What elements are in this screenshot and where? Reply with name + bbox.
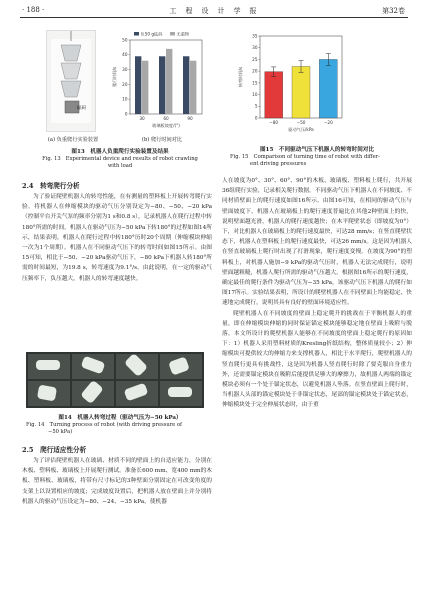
fig14-frame (72, 354, 114, 379)
volume-number: 第32卷 (382, 7, 405, 15)
y-tick-label: 40 (122, 52, 128, 58)
robot-load-illustration (47, 31, 95, 131)
x-tick-label: 90 (187, 116, 193, 121)
section-2-4-paragraph: 为了验证爬壁机器人的转弯性能，在有测量的塑料板上开展转弯爬行实验。将机器人在伸缩模块的驱动气压分别设定为−80、−50、−20 kPa（控制平台开关气泵的频率分别为1 s和0.8 s），记录机器人在爬行过程中转180°所需的时间。机器人在驱动气压为−50 kPa下转180°的过程如图14所示，结果表明，机器人在爬行过程中转180°历时20个周期（伸缩模块伸缩一次为1个周期）。机器人在不同驱动气压下的转弯时间如图15所示。由图15可知，相比于−50、−20 kPa驱动气压下，−80 kPa下机器人转180°所需的时间最短，为19.8 s，转弯速度为9.1°/s。由此说明，在一定的驱动气压频率下，负压越大，机器人的转弯速度越快。 (22, 194, 212, 282)
bar (319, 59, 337, 118)
fig14-frame (116, 354, 158, 379)
fig15-caption-en-line1: Fig. 15 Comparison of turning time of robot with differ- (230, 154, 380, 160)
weight-label: 砝码 (77, 106, 86, 111)
right-column-body (222, 176, 412, 586)
fig13-caption-en-line2: with load (107, 162, 133, 169)
x-tick-label: 30 (139, 116, 145, 121)
y-tick-label: 15 (252, 80, 258, 86)
y-tick-label: 20 (122, 81, 128, 87)
fig14-frame (116, 381, 158, 406)
y-tick-label: 5 (254, 103, 258, 109)
y-tick-label: 10 (252, 91, 258, 97)
section-2-5-heading: 2.5 爬行适应性分析 (22, 446, 87, 454)
y-tick-label: 0 (254, 115, 258, 121)
y-tick-label: 30 (122, 67, 128, 72)
x-axis-label: 玻璃板坡度/(°) (152, 123, 180, 128)
fig13-caption-cn: 图13 机器人负重爬行实验装置及结果 (71, 149, 169, 155)
section-2-5-paragraph: 为了评估爬壁机器人在玻璃、材质不同的壁面上的自适应能力，分别在木板、塑料板、玻璃板上开展爬行测试。准备长600 mm、宽400 mm的木板、塑料板、玻璃板，将带有尺寸标记的3种壁面分别固定在可改变角度的支架上以设置相应的坡度；完成坡度设置后，把机器人放在壁面上并分别将机器人的驱动气压设定为−80、−24、−35 kPa，使机器 (22, 458, 212, 505)
legend-label: 无重物 (176, 31, 190, 37)
y-tick-label: 20 (252, 68, 258, 74)
fig15-caption-cn: 图15 不同驱动气压下机器人的转弯时间对比 (259, 147, 375, 153)
fig14-frame (160, 381, 202, 406)
y-tick-label: 25 (252, 56, 258, 62)
bar (159, 56, 165, 114)
bar (166, 49, 172, 114)
y-axis-label: 爬行时间/s (112, 66, 117, 88)
y-axis-label: 转弯时间/s (238, 66, 243, 88)
legend-swatch (134, 32, 139, 36)
section-2-5-body (22, 456, 212, 586)
fig14-caption-en-line1: Fig. 14 Turning process of robot (with driving pressure of (26, 422, 182, 428)
fig13-caption-en (20, 156, 220, 169)
x-tick-label: −20 (323, 120, 333, 125)
y-tick-label: 35 (252, 33, 258, 39)
section-2-4-heading: 2.4 转弯爬行分析 (22, 182, 80, 190)
fig14-caption-en-line2: −50 kPa) (48, 428, 73, 435)
fig14-caption-cn: 图14 机器人转弯过程（驱动气压为−50 kPa） (58, 415, 182, 421)
legend-swatch (170, 32, 175, 36)
fig13-panel-a-label: (a) 负重爬行实验装置 (47, 137, 99, 143)
y-tick-label: 10 (122, 96, 128, 102)
right-column-paragraph-2: 爬壁机器人在不同坡度的壁面上稳定爬升的挑战在于平衡机器人的重量，即在伸缩模块伸缩的同时保证锚定模块能够稳定地在壁面上吸附与脱落。本文所设计的爬壁机器人能够在不同坡度的壁面上稳定爬行的原因如下：1）机器人采用塑料材质的Kresling折纸结构，整体质量较小；2）伸缩模块可提供较大的伸缩力来支撑机器人，相比于水平爬行，爬壁机器人的竖直爬行更具有挑战性，这是因为机器人竖直爬行时除了要克服自身重力外，还需要锚定模块在吸附后能提供足够大的摩擦力，故机器人两端的锚定模块必须有一个处于锚定状态，以避免机器人坠落。在竖直壁面上爬行时，当机器人头部的锚定模块处于非锚定状态，尾部的锚定模块处于锚定状态，伸缩模块处于完全伸展状态时，由于重 (222, 310, 412, 409)
fig15-caption-en-line2: ent driving pressures (250, 160, 307, 167)
legend-label: 负50 g砝码 (140, 31, 163, 37)
right-column-paragraph-1: 人在坡度为0°、30°、60°、90°的木板、玻璃板、塑料板上爬行，共开展36组爬行实验，记录相关爬行数据。不同驱动气压下机器人在不同坡度、不同材质壁面上的爬行速度如图16所示。由图16可知，在相同的驱动气压与壁面坡度下，机器人在玻璃板上的爬行速度普遍比在其他2种壁面上的快，说明壁面越光滑，机器人的爬行速度越快；在木平爬壁状态（即坡度为0°）下，对比机器人在玻璃板上的爬行速度最快，可达28 mm/s；在竖直爬壁状态下，机器人在塑料板上的爬行速度最快，可达26 mm/s。这是因为机器人在竖直玻璃板上爬行时出现了打滑现象，爬行速度变慢。在坡度为90°的塑料板上，对机器人施加−9 kPa的驱动气压时，机器人无法完成爬行，说明壁面越粗糙，机器人爬行所需的驱动气压越大。根据图16所示的爬行速度，确定最佳的爬行条件为驱动气压为−35 kPa，该驱动气压下机器人的爬行如图17所示。实验结果表明，所设计的爬壁机器人在不同壁面上均能稳定、快速地完成爬行，说明其具有良好的壁面环境适应性。 (222, 178, 412, 307)
bar (292, 66, 310, 118)
fig15-caption-en (222, 154, 412, 167)
fig14-photo-grid (26, 352, 204, 408)
y-tick-label: 50 (122, 37, 128, 43)
bar (190, 61, 196, 114)
bar (142, 61, 148, 114)
y-tick-label: 30 (252, 45, 258, 51)
fig14-frame (28, 381, 70, 406)
fig13-panel-b-label: (b) 爬行时间对比 (141, 137, 183, 143)
x-axis-label: 驱动气压/kPa (288, 127, 314, 132)
fig14-caption-en (26, 422, 220, 435)
fig13-bar-chart (110, 26, 210, 136)
page-number: · 188 · (22, 6, 45, 14)
y-tick-label: 0 (124, 111, 128, 117)
x-tick-label: 60 (163, 116, 169, 121)
fig15-bar-chart (232, 26, 352, 136)
fig13-photo (46, 30, 96, 132)
x-tick-label: −50 (296, 120, 306, 125)
bar (183, 56, 189, 114)
fig14-frame (160, 354, 202, 379)
bar (135, 56, 141, 114)
x-tick-label: −80 (269, 120, 279, 125)
fig13-caption-en-line1: Fig. 13 Experimental device and results of robot crawling (42, 156, 198, 162)
section-2-4-body (22, 192, 212, 344)
bar (265, 72, 283, 118)
header-rule (20, 17, 408, 18)
fig14-frame (72, 381, 114, 406)
fig14-frame (28, 354, 70, 379)
journal-title: 工 程 设 计 学 报 (169, 7, 258, 15)
